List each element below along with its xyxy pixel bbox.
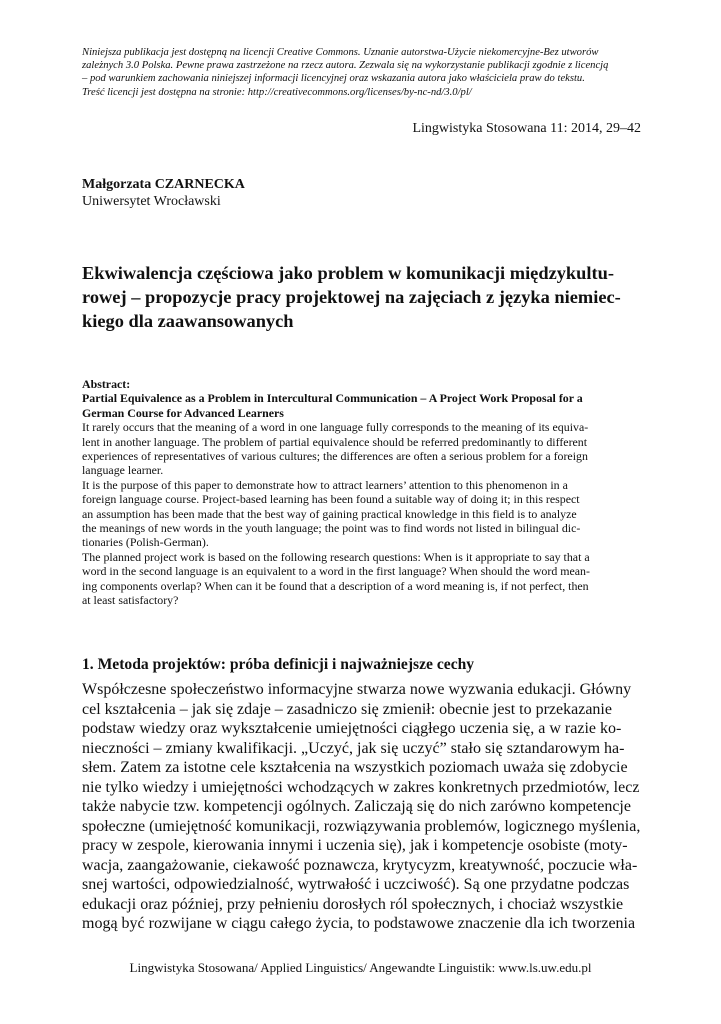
body-line: cel kształcenia – jak się zdaje – zasadniczo się zmienił: obecnie jest to przekazanie: [82, 700, 612, 718]
abstract-title-line: Partial Equivalence as a Problem in Intercultural Communication – A Project Work Proposal for a: [82, 391, 583, 406]
author-affiliation: Uniwersytet Wrocławski: [82, 194, 221, 209]
body-line: pracy w zespole, kierowania innymi i uczenia się), jak i kompetencje osobiste (moty-: [82, 837, 628, 854]
abstract-line: language learner.: [82, 463, 164, 478]
body-line: snej wartości, odpowiedzialność, wytrwałość i uczciwość). Są one przydatne podczas: [82, 876, 630, 893]
abstract-line: ing components overlap? When can it be found that a description of a word meaning is, if not perfect, then: [82, 578, 589, 593]
body-line: społeczne (umiejętność komunikacji, rozwiązywania problemów, logicznego myślenia,: [82, 817, 641, 835]
license-line: Niniejsza publikacja jest dostępną na licencji Creative Commons. Uznanie autorstwa-Użycie niekomercyjne-Bez utworów: [82, 47, 599, 58]
license-notice: [82, 46, 642, 99]
abstract-line: It rarely occurs that the meaning of a word in one language fully corresponds to the meaning of its equiva-: [82, 420, 589, 435]
author-block: [82, 176, 245, 210]
body-line: nie tylko wiedzy i umiejętności wchodzących w zakres konkretnych przedmiotów, lecz: [82, 778, 640, 796]
abstract-line: an assumption has been made that the best way of gaining practical knowledge in this field is to analyze: [82, 506, 577, 521]
body-paragraph: [82, 680, 642, 934]
license-line: – pod warunkiem zachowania niniejszej informacji licencyjnej oraz wskazania autora jako właściciela praw do tekstu.: [82, 73, 585, 85]
license-line: zależnych 3.0 Polska. Pewne prawa zastrzeżone na rzecz autora. Zezwala się na wykorzystanie publikacji zgodnie z licencją: [82, 60, 609, 72]
abstract-line: lent in another language. The problem of partial equivalence should be referred predominantly to different: [82, 434, 588, 449]
body-line: mogą być rozwijane w ciągu całego życia, to podstawowe znaczenie dla ich tworzenia: [82, 915, 636, 932]
journal-reference: Lingwistyka Stosowana 11: 2014, 29–42: [412, 121, 641, 136]
body-line: słem. Zatem za istotne cele kształcenia na wszystkich poziomach uważa się zdobycie: [82, 759, 628, 776]
page-footer: Lingwistyka Stosowana/ Applied Linguistics/ Angewandte Linguistik: www.ls.uw.edu.pl: [129, 960, 592, 975]
author-name: Małgorzata CZARNECKA: [82, 177, 245, 192]
abstract-line: The planned project work is based on the following research questions: When is it appropriate to say that a: [82, 549, 590, 564]
abstract-line: It is the purpose of this paper to demonstrate how to attract learners’ attention to this phenomenon in a: [82, 477, 568, 492]
title-line: kiego dla zaawansowanych: [82, 311, 294, 331]
section-heading: 1. Metoda projektów: próba definicji i najważniejsze cechy: [82, 656, 475, 673]
abstract: [82, 377, 642, 608]
abstract-line: at least satisfactory?: [82, 593, 179, 608]
abstract-line: experiences of representatives of various cultures; the differences are often a serious problem for a foreign: [82, 449, 588, 464]
abstract-label: Abstract:: [82, 377, 131, 391]
body-line: także nabycie tzw. kompetencji ogólnych. Zaliczają się do nich zarówno kompetencje: [82, 798, 631, 815]
body-line: nieczności – zmiany kwalifikacji. „Uczyć, jak się uczyć” stało się sztandarowym ha-: [82, 739, 625, 757]
abstract-line: foreign language course. Project-based learning has been found a suitable way of doing it; in this respect: [82, 492, 580, 507]
abstract-line: tionaries (Polish-German).: [82, 535, 209, 550]
abstract-line: word in the second language is an equivalent to a word in the first language? When should the word mean-: [82, 564, 590, 579]
license-line: Treść licencji jest dostępna na stronie: http://creativecommons.org/licenses/by-nc-nd/3.0/pl/: [82, 86, 472, 98]
paper-title: [82, 261, 642, 333]
abstract-title-line: German Course for Advanced Learners: [82, 405, 284, 420]
body-line: edukacji oraz później, przy pełnieniu dorosłych ról społecznych, i chociaż wszystkie: [82, 895, 624, 913]
body-line: Współczesne społeczeństwo informacyjne stwarza nowe wyzwania edukacji. Główny: [82, 681, 632, 698]
abstract-line: the meanings of new words in the youth language; the point was to find words not listed in bilingual dic-: [82, 521, 581, 536]
body-line: podstaw wiedzy oraz wykształcenie umiejętności ciągłego uczenia się, a w razie ko-: [82, 720, 622, 737]
title-line: rowej – propozycje pracy projektowej na zajęciach z języka niemiec-: [82, 287, 621, 307]
body-line: wacja, zaangażowanie, ciekawość poznawcza, krytycyzm, kreatywność, poczucie wła-: [82, 856, 638, 874]
title-line: Ekwiwalencja częściowa jako problem w komunikacji międzykultu-: [82, 263, 614, 283]
